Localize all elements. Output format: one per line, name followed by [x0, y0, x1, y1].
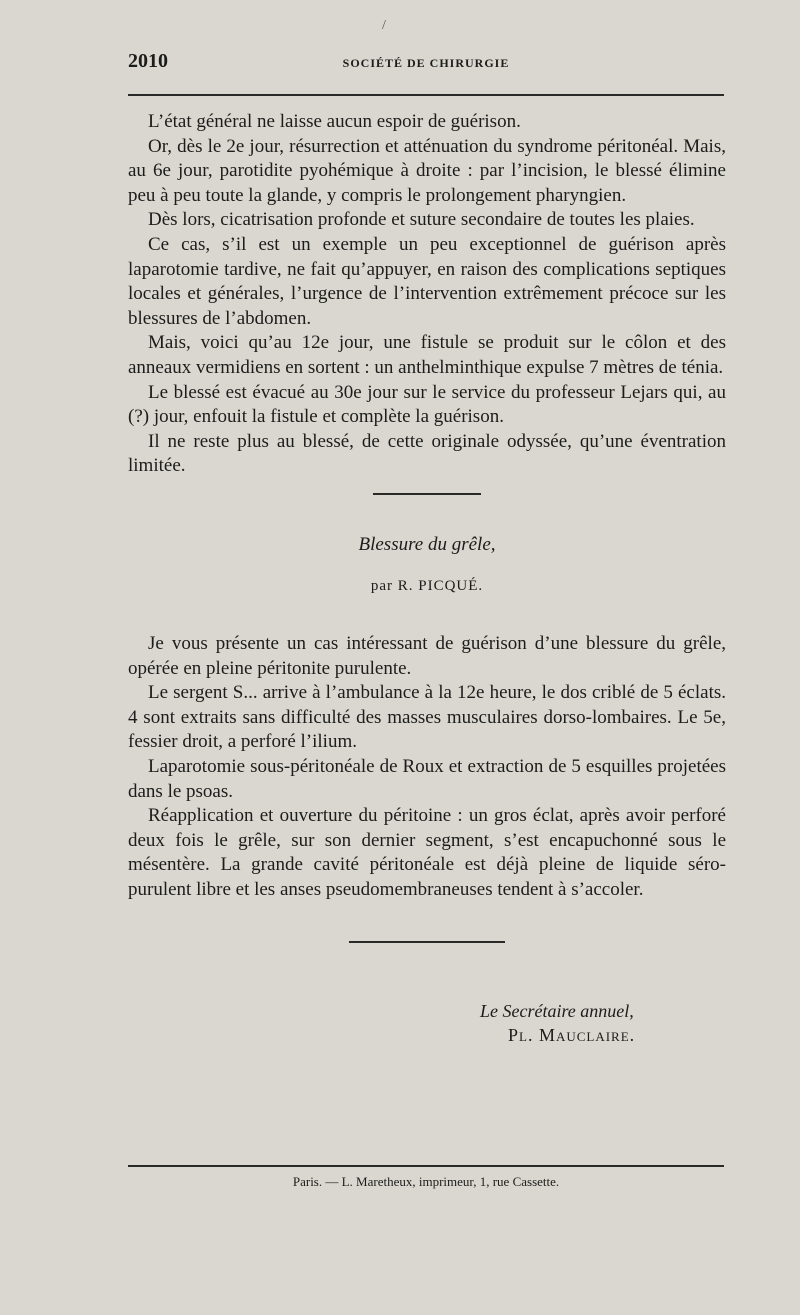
paragraph: Le sergent S... arrive à l’ambulance à la 12e heure, le dos criblé de 5 éclats. 4 sont extraits sans difficulté des masses musculaires dorso-lombaires. Le 5e, fessier droit, a perforé l’ilium. — [128, 682, 726, 753]
closing-separator — [349, 941, 505, 943]
body-text — [128, 110, 726, 1047]
stray-mark: / — [382, 18, 386, 33]
page-number: 2010 — [128, 50, 168, 72]
footer-rule — [128, 1165, 724, 1167]
paragraph: Laparotomie sous-péritonéale de Roux et extraction de 5 esquilles projetées dans le psoas. — [128, 756, 726, 802]
paragraph: Mais, voici qu’au 12e jour, une fistule se produit sur le côlon et des anneaux vermidiens en sortent : un anthelminthique expulse 7 mètres de ténia. — [128, 332, 726, 378]
paragraph: Dès lors, cicatrisation profonde et suture secondaire de toutes les plaies. — [148, 209, 695, 231]
signature-role: Le Secrétaire annuel, — [480, 1000, 634, 1021]
paragraph: Je vous présente un cas intéressant de guérison d’une blessure du grêle, opérée en pleine péritonite purulente. — [128, 633, 726, 679]
paragraph: Ce cas, s’il est un exemple un peu exceptionnel de guérison après laparotomie tardive, ne fait qu’appuyer, en raison des complications septiques locales et générales, l’urgence de l’intervention extrêmement précoce sur les blessures de l’abdomen. — [128, 233, 726, 329]
section-author: par R. PICQUÉ. — [370, 577, 484, 594]
paragraph: Réapplication et ouverture du péritoine : un gros éclat, après avoir perforé deux fois le grêle, sur son dernier segment, s’est encapuchonné sous le mésentère. La grande cavité péritonéale est déjà pleine de liquide séro-purulent libre et les anses pseudomembraneuses tendent à s’accoler. — [128, 805, 726, 901]
header-rule — [128, 94, 724, 96]
signature-name: Pl. Mauclaire. — [508, 1024, 636, 1045]
paragraph: Or, dès le 2e jour, résurrection et atténuation du syndrome péritonéal. Mais, au 6e jour, parotidite pyohémique à droite : par l’incision, le blessé élimine peu à peu toute la glande, y compris le prolongement pharyngien. — [128, 135, 726, 206]
section-separator — [373, 493, 481, 495]
signature-block — [480, 999, 726, 1047]
paragraph: Il ne reste plus au blessé, de cette originale odyssée, qu’une éventration limitée. — [128, 430, 726, 477]
page-header — [128, 50, 724, 80]
section-title: Blessure du grêle, — [358, 533, 496, 555]
paragraph: L’état général ne laisse aucun espoir de guérison. — [148, 111, 521, 132]
running-title: SOCIÉTÉ DE CHIRURGIE — [342, 56, 510, 70]
printer-imprint: Paris. — L. Maretheux, imprimeur, 1, rue Cassette. — [292, 1174, 560, 1189]
paragraph: Le blessé est évacué au 30e jour sur le service du professeur Lejars qui, au (?) jour, enfouit la fistule et complète la guérison. — [128, 381, 726, 428]
